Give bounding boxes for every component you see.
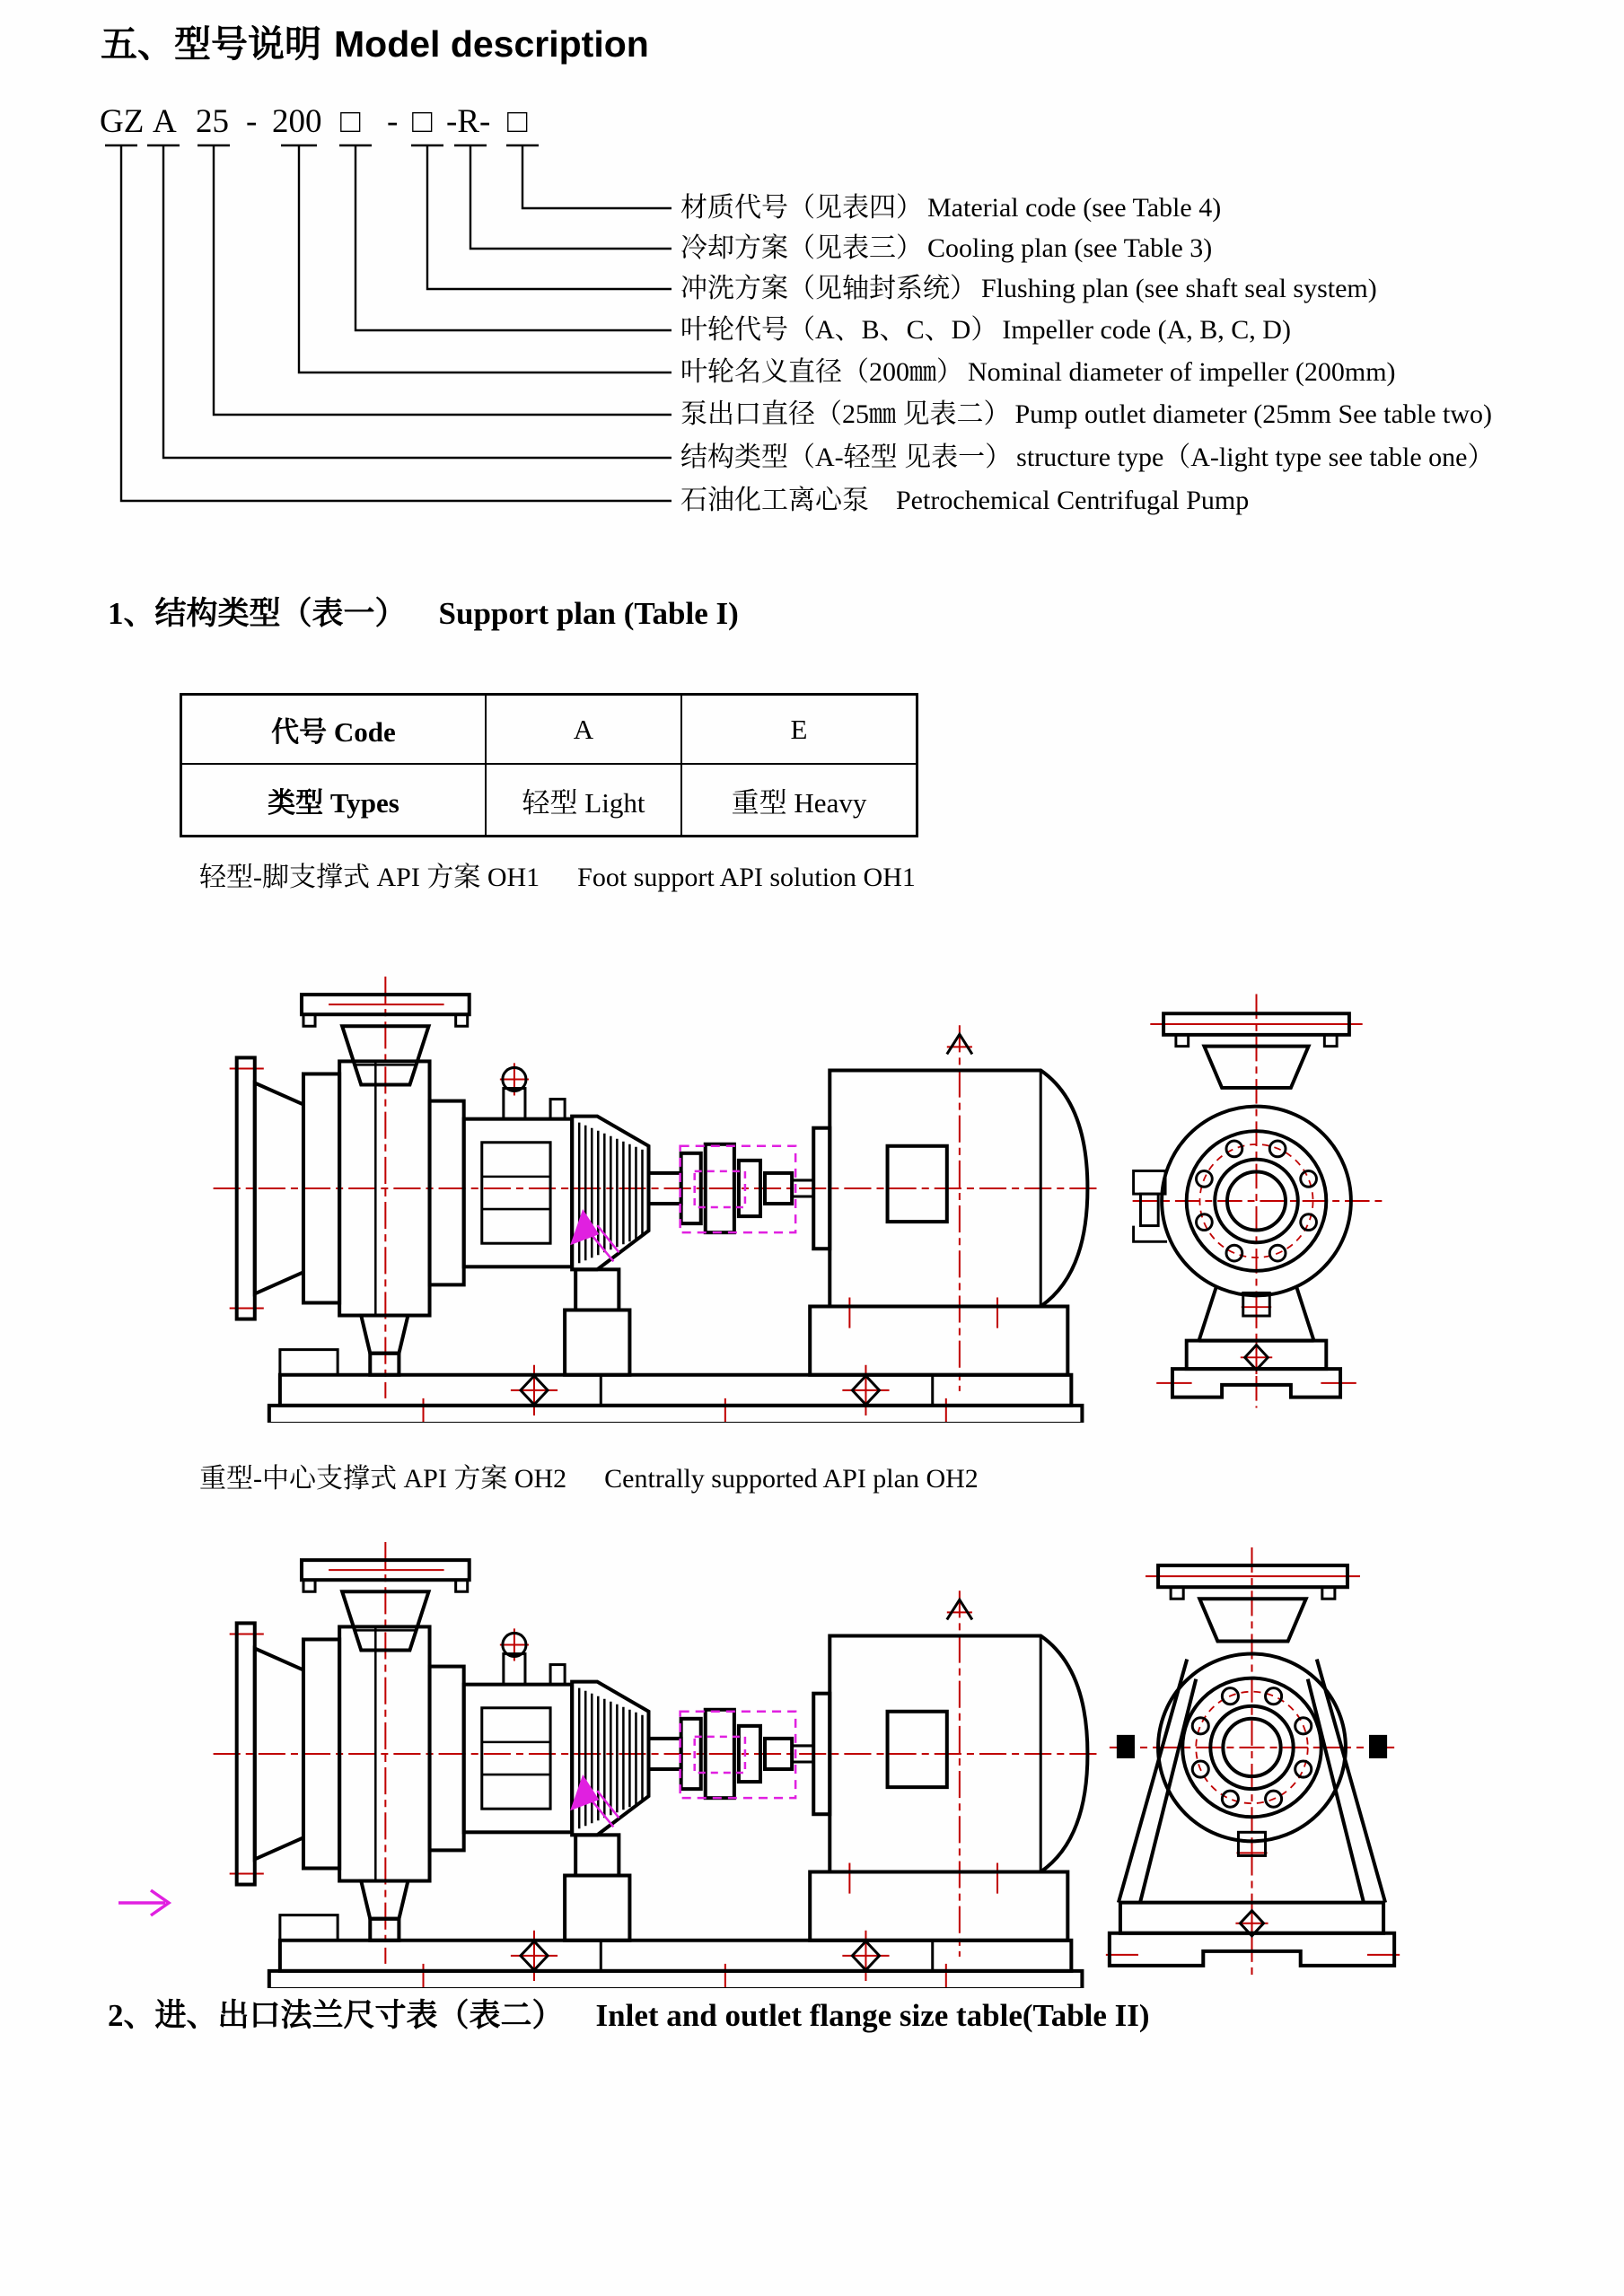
breakdown-en: Nominal diameter of impeller (200mm) xyxy=(968,357,1396,387)
breakdown-en: Pump outlet diameter (25mm See table two) xyxy=(1014,399,1493,429)
code-breakdown-line xyxy=(680,437,1495,478)
caption-oh2-en: Centrally supported API plan OH2 xyxy=(604,1464,979,1494)
caption-oh2-zh: 重型-中心支撑式 API 方案 OH2 xyxy=(199,1464,567,1494)
model-code-part: 25 xyxy=(196,103,229,140)
breakdown-zh: 泵出口直径（25㎜ 见表二） xyxy=(680,399,1011,429)
oh2-side-view-drawing xyxy=(193,1533,1104,1988)
breakdown-en: Flushing plan (see shaft seal system) xyxy=(981,274,1377,303)
caption-oh2 xyxy=(199,1456,979,1495)
caption-oh1-en: Foot support API solution OH1 xyxy=(577,863,916,892)
model-code-part: □ xyxy=(507,103,528,140)
table-cell: 类型 Types xyxy=(182,765,487,835)
caption-oh1 xyxy=(199,854,916,894)
breakdown-en: Petrochemical Centrifugal Pump xyxy=(896,486,1250,515)
model-code-part: A xyxy=(153,103,177,140)
table-cell: 重型 Heavy xyxy=(731,786,867,819)
section2-heading xyxy=(108,1991,1150,2036)
code-breakdown-line xyxy=(680,480,1249,521)
breakdown-en: structure type（A-light type see table one） xyxy=(1016,443,1495,472)
flow-direction-arrow-icon xyxy=(113,1883,181,1923)
table-cell: 代号 Code xyxy=(182,696,487,765)
section2-heading-zh: 2、进、出口法兰尺寸表（表二） xyxy=(108,1998,564,2033)
breakdown-zh: 材质代号（见表四） xyxy=(680,193,923,223)
breakdown-en: Material code (see Table 4) xyxy=(927,193,1222,223)
model-code-part: - xyxy=(387,103,399,140)
breakdown-zh: 冲洗方案（见轴封系统） xyxy=(680,274,977,303)
section1-heading-en: Support plan (Table I) xyxy=(438,596,739,631)
code-breakdown-line xyxy=(680,310,1291,351)
model-code-part: 200 xyxy=(272,103,322,140)
model-code-part: GZ xyxy=(100,103,145,140)
section1-heading-zh: 1、结构类型（表一） xyxy=(108,596,407,631)
code-breakdown-line xyxy=(680,352,1396,393)
oh1-side-view-drawing xyxy=(193,968,1104,1423)
code-breakdown-line xyxy=(680,228,1212,269)
code-breakdown-line xyxy=(680,394,1492,435)
oh1-end-view-drawing xyxy=(1110,986,1402,1416)
support-plan-table xyxy=(180,693,918,837)
breakdown-zh: 石油化工离心泵 xyxy=(680,486,869,515)
model-code-leader-lines xyxy=(0,0,718,556)
code-breakdown-line xyxy=(680,268,1377,310)
breakdown-en: Impeller code (A, B, C, D) xyxy=(1002,315,1291,345)
breakdown-zh: 叶轮名义直径（200㎜） xyxy=(680,357,963,387)
breakdown-en: Cooling plan (see Table 3) xyxy=(927,233,1213,263)
breakdown-zh: 结构类型（A-轻型 见表一） xyxy=(680,443,1013,472)
section2-heading-en: Inlet and outlet flange size table(Table II) xyxy=(595,1998,1150,2033)
model-code-part: □ xyxy=(340,103,361,140)
table-cell: E xyxy=(682,696,916,765)
model-code-part: -R- xyxy=(446,103,491,140)
breakdown-zh: 叶轮代号（A、B、C、D） xyxy=(680,315,998,345)
page-title-zh: 五、型号说明 xyxy=(101,23,321,65)
page-title-en: Model description xyxy=(334,23,649,65)
table-cell: A xyxy=(487,696,682,765)
section1-heading xyxy=(108,589,739,634)
oh2-end-view-drawing xyxy=(1097,1542,1407,1984)
model-code-part: □ xyxy=(412,103,433,140)
breakdown-zh: 冷却方案（见表三） xyxy=(680,233,923,263)
caption-oh1-zh: 轻型-脚支撑式 API 方案 OH1 xyxy=(199,863,540,892)
table-cell: 轻型 Light xyxy=(487,765,682,835)
code-breakdown-line xyxy=(680,188,1221,229)
model-code-part: - xyxy=(246,103,258,140)
